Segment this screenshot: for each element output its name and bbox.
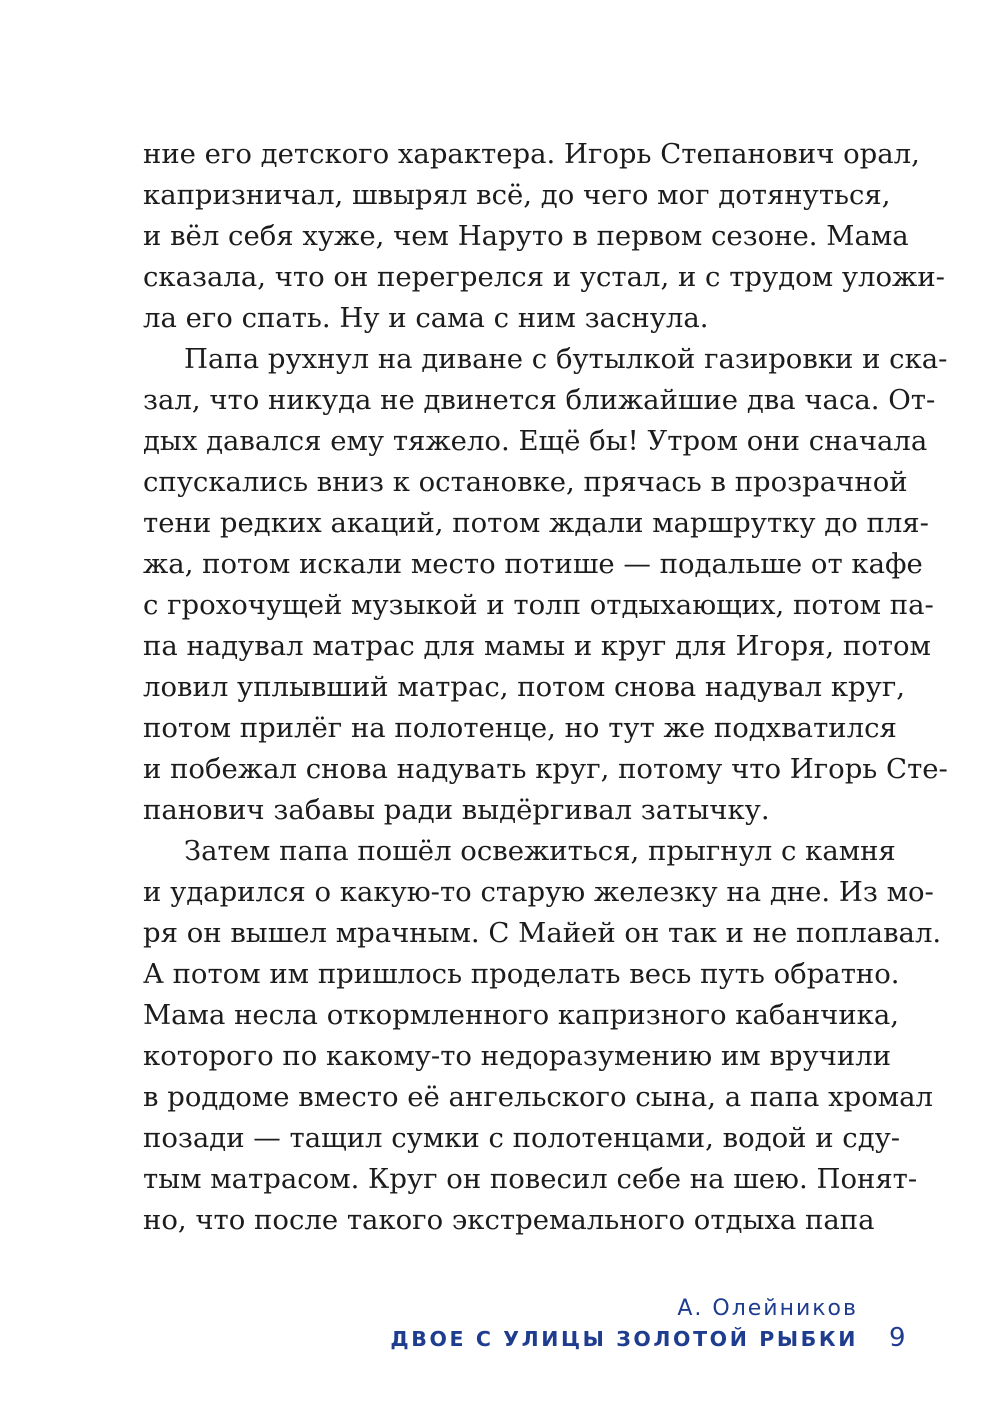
text-line: в роддоме вместо её ангельского сына, а папа хромал [143,1081,934,1113]
text-line: и побежал снова надувать круг, потому что Игорь Сте- [143,753,948,785]
text-line: которого по какому-то недоразумению им вручили [143,1040,892,1072]
text-line: панович забавы ради выдёргивал затычку. [143,794,770,826]
text-line: сказала, что он перегрелся и устал, и с трудом уложи- [143,261,945,293]
author-name: А. Олейников [677,1296,858,1321]
text-line: и вёл себя хуже, чем Наруто в первом сезоне. Мама [143,220,909,252]
text-line: потом прилёг на полотенце, но тут же подхватился [143,712,897,744]
text-line: ловил уплывший матрас, потом снова надувал круг, [143,671,905,703]
text-line: спускались вниз к остановке, прячась в прозрачной [143,466,908,498]
text-line: Затем папа пошёл освежиться, прыгнул с камня [184,835,896,867]
text-line: но, что после такого экстремального отдыха папа [143,1204,875,1236]
page-number: 9 [889,1323,906,1353]
body-text [143,134,948,1241]
text-line: тым матрасом. Круг он повесил себе на шею. Понят- [143,1163,918,1195]
text-line: тени редких акаций, потом ждали маршрутку до пля- [143,507,929,539]
text-line: жа, потом искали место потише — подальше от кафе [143,548,923,580]
text-line: ла его спать. Ну и сама с ним заснула. [143,302,709,334]
text-line: и ударился о какую-то старую железку на дне. Из мо- [143,876,934,908]
text-line: Папа рухнул на диване с бутылкой газировки и ска- [184,343,948,375]
text-line: с грохочущей музыкой и толп отдыхающих, потом па- [143,589,934,621]
text-line: А потом им пришлось проделать весь путь обратно. [143,958,900,990]
text-line: ря он вышел мрачным. С Майей он так и не поплавал. [143,917,942,949]
text-line: дых давался ему тяжело. Ещё бы! Утром они сначала [143,425,928,457]
book-title: ДВОЕ С УЛИЦЫ ЗОЛОТОЙ РЫБКИ [390,1327,858,1351]
text-line: па надувал матрас для мамы и круг для Игоря, потом [143,630,931,662]
text-line: ние его детского характера. Игорь Степанович орал, [143,138,920,170]
text-line: капризничал, швырял всё, до чего мог дотянуться, [143,179,891,211]
text-line: Мама несла откормленного капризного кабанчика, [143,999,899,1031]
text-line: позади — тащил сумки с полотенцами, водой и сду- [143,1122,901,1154]
text-line: зал, что никуда не двинется ближайшие два часа. От- [143,384,936,416]
